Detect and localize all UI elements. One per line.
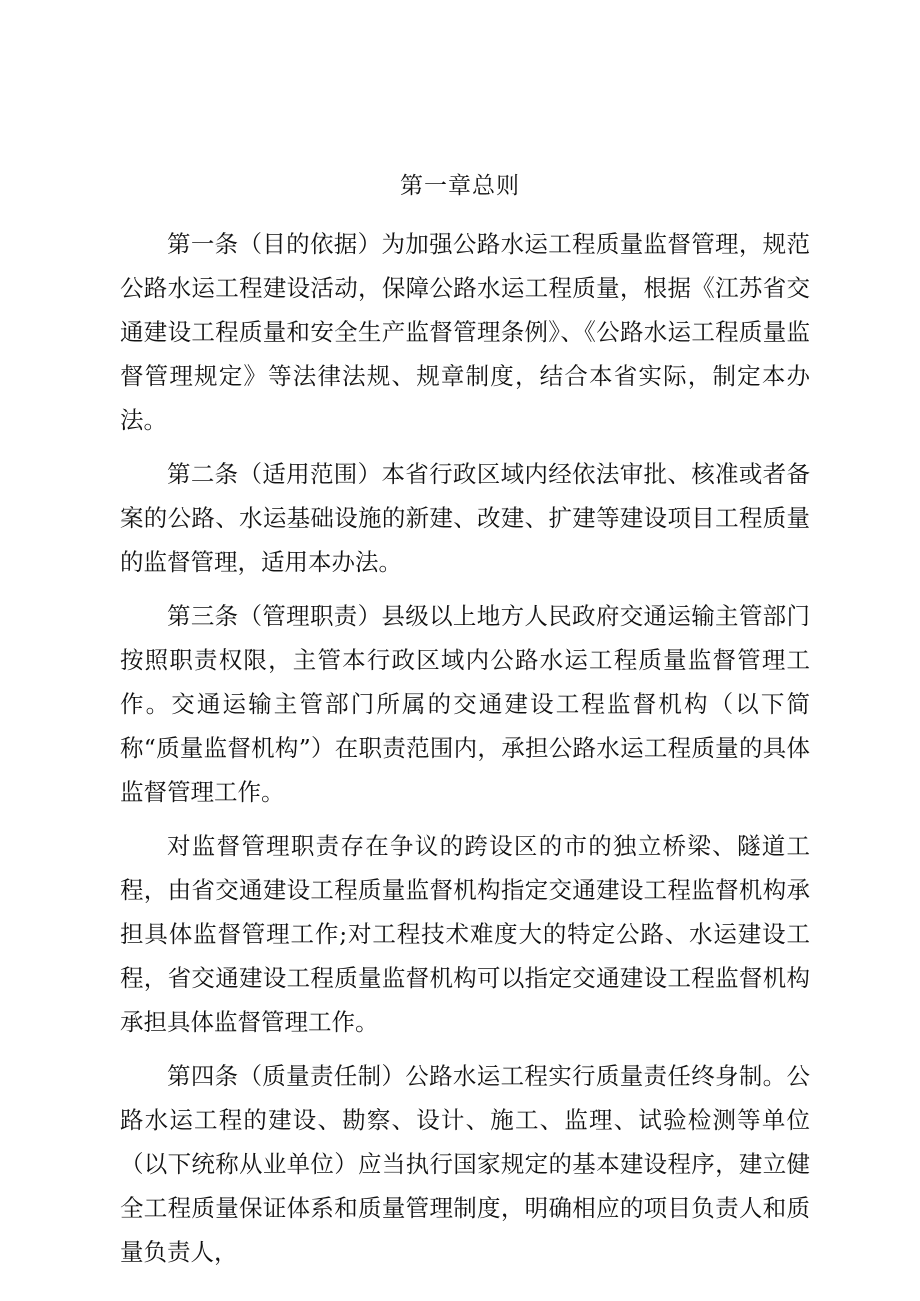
chapter-title: 第一章总则 <box>400 173 520 199</box>
article-3-paragraph: 第三条（管理职责）县级以上地方人民政府交通运输主管部门按照职责权限，主管本行政区域内公路水运工程质量监督管理工作。交通运输主管部门所属的交通建设工程监督机构（以下简称“质量监督机构”）在职责范围内，承担公路水运工程质量的具体监督管理工作。 <box>120 602 810 806</box>
document-body <box>120 222 810 1284</box>
article-4-paragraph: 第四条（质量责任制）公路水运工程实行质量责任终身制。公路水运工程的建设、勘察、设计、施工、监理、试验检测等单位（以下统称从业单位）应当执行国家规定的基本建设程序，建立健全工程质量保证体系和质量管理制度，明确相应的项目负责人和质量负责人， <box>120 1062 810 1266</box>
article-3-supplement-paragraph: 对监督管理职责存在争议的跨设区的市的独立桥梁、隧道工程，由省交通建设工程质量监督机构指定交通建设工程监督机构承担具体监督管理工作;对工程技术难度大的特定公路、水运建设工程，省交通建设工程质量监督机构可以指定交通建设工程监督机构承担具体监督管理工作。 <box>120 832 810 1036</box>
article-2-paragraph: 第二条（适用范围）本省行政区域内经依法审批、核准或者备案的公路、水运基础设施的新建、改建、扩建等建设项目工程质量的监督管理，适用本办法。 <box>120 460 810 576</box>
article-1-paragraph: 第一条（目的依据）为加强公路水运工程质量监督管理，规范公路水运工程建设活动，保障公路水运工程质量，根据《江苏省交通建设工程质量和安全生产监督管理条例》、《公路水运工程质量监督管理规定》等法律法规、规章制度，结合本省实际，制定本办法。 <box>120 230 810 434</box>
